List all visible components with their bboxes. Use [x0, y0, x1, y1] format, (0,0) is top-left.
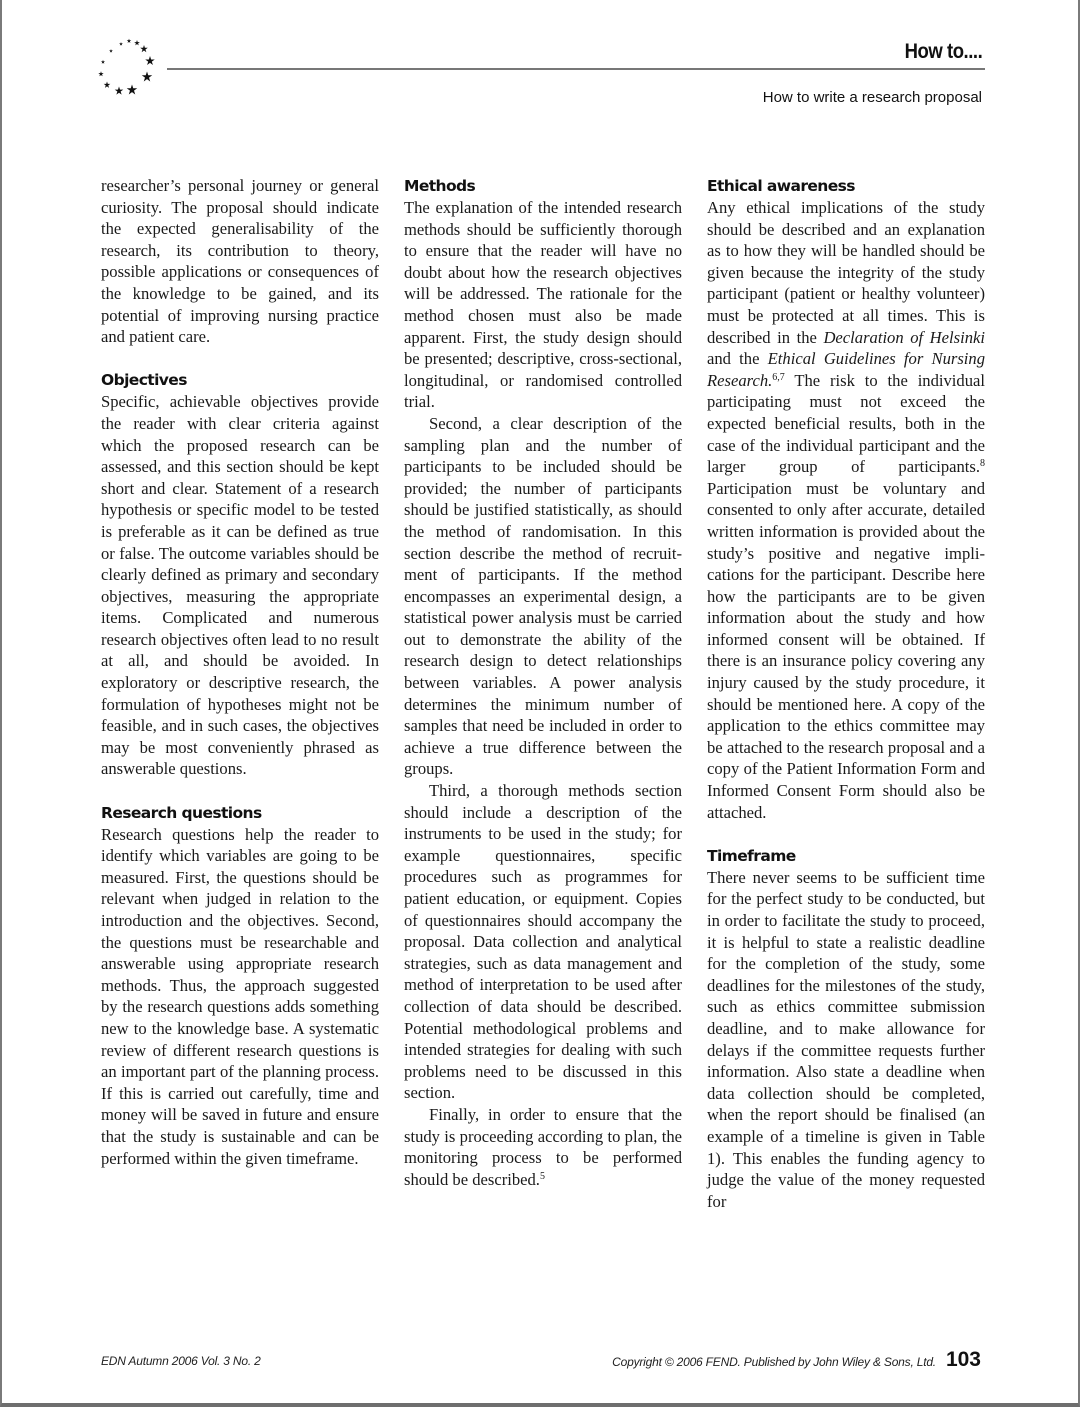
methods-paragraph-4 — [404, 1104, 682, 1190]
heading-methods: Methods — [404, 177, 476, 195]
heading-objectives: Objectives — [101, 371, 187, 390]
reference-5: 5 — [539, 1170, 545, 1182]
column-1 — [101, 175, 379, 1169]
ethics-text-3: The risk to the individual participating must not exceed the expected beneficial results, both in the case of the individual participant and the larger group of participants. — [707, 370, 985, 477]
star-circle-logo-icon — [94, 36, 164, 102]
methods-paragraph-2: Second, a clear description of the sampling plan and the number of participants to be included should be provided; the number of participants should be justified statistically, as should the method of randomisation. In this section describe the method of recruitment of participants. If the method encompasses an experimental design, a statistical power analysis must be carried out to demonstrate the ability of the research design to detect relationships between variables. A power analysis determines the minimum number of samples that need be included in order to achieve a true difference between the groups. — [404, 413, 682, 779]
column-3 — [707, 175, 985, 1212]
methods-paragraph-3: Third, a thorough methods section should include a description of the instruments to be used in the study; for example questionnaires, specific procedures such as programmes for patient education, or equipment. Copies of questionnaires should accompany the proposal. Data collection and analytical strategies, such as data management and method of interpretation to be used after collection of data should be described. Potential methodological problems and intended strategies for dealing with such problems need to be discussed in this section. — [404, 781, 682, 1103]
heading-research-questions: Research questions — [101, 803, 262, 822]
reference-6-7: 6,7 — [772, 371, 785, 383]
heading-timeframe: Timeframe — [707, 846, 796, 865]
column-2 — [404, 175, 682, 1190]
footer-right — [612, 1348, 981, 1372]
article-title: How to write a research proposal — [762, 89, 982, 106]
research-questions-body: Research questions help the reader to identify which variables are going to be measured. First, the questions should be relevant when judged in relation to the introduction and the objectives. Second, the questions must be researchable and answerable using appropriate research methods. Thus, the approach suggested by the research questions adds something new to the knowledge base. A systematic review of different research questions is an important part of the planning process. If this is carried out carefully, time and money will be saved in future and ensure that the study is sustainable and can be performed within the given timeframe. — [101, 824, 379, 1168]
header-divider — [167, 68, 985, 70]
methods-paragraph-1: The explanation of the intended research methods should be sufficiently thorough to ensure that the reader will have no doubt about how the research objectives will be addressed. The rationale for the method chosen must also be made apparent. First, the study design should be presented; descriptive, cross-sectional, longitudinal, or randomised controlled trial. — [404, 198, 682, 412]
objectives-body: Specific, achievable objectives provide the reader with clear criteria against which the proposed research can be assessed, and this section should be kept short and clear. Statement of a research hypothesis or specific model to be tested is preferable as it can be defined as true or false. The outcome variables should be clearly defined as primary and secondary objectives, measuring the appropriate items. Complicated and numerous research objectives often lead to no result at all, and should be avoided. In exploratory or descriptive research, the formulation of hypotheses might not be feasible, and in such cases, the objectives may be most conveniently phrased as answerable questions. — [101, 392, 379, 779]
timeframe-body: There never seems to be sufficient time for the perfect study to be conducted, but in order to facilitate the study to proceed, it is helpful to state a realistic deadline for the completion of the study, some deadlines for the milestones of the study, such as ethics committee submission deadline, and to make allowance for delays if the committee requests further information. Also state a deadline when data collection should be completed, when the report should be finalised (an example of a timeline is given in Table 1). This enables the funding agency to judge the value of the money requested for — [707, 867, 985, 1211]
ethics-text-1: Any ethical implications of the study should be described and an explanation as to how they will be handled should be given because the integrity of the study participant (patient or healthy volunteer) must be protected at all times. This is described in the — [707, 198, 985, 347]
series-title: How to.... — [904, 40, 982, 63]
declaration-of-helsinki: Declaration of Helsinki — [823, 327, 985, 347]
intro-continuation: researcher’s personal journey or general curiosity. The proposal should indicate the expected generalisability of the research, its contribution to theory, possible applications or consequences of the knowledge to be gained, and its potential of improving nursing practice and patient care. — [101, 176, 379, 347]
page-number: 103 — [945, 1348, 981, 1371]
copyright-notice: Copyright © 2006 FEND. Published by John Wiley & Sons, Ltd. — [612, 1355, 936, 1369]
journal-citation: EDN Autumn 2006 Vol. 3 No. 2 — [101, 1354, 261, 1368]
methods-paragraph-4-text: Finally, in order to ensure that the study is proceeding according to plan, the monitoring process to be performed should be described. — [404, 1104, 682, 1189]
ethical-awareness-body — [707, 197, 985, 823]
heading-ethical-awareness: Ethical awareness — [707, 177, 855, 195]
ethics-text-2: and the — [707, 349, 768, 369]
ethical-guidelines-title: Ethical Guidelines for Nursing Research. — [707, 349, 985, 390]
ethics-text-4: Participation must be voluntary and consented to only after accurate, detailed written information is provided about the study’s positive and negative implications for the participant. Describe here how the participants are to be given information about the study and how informed consent will be obtained. If there is an insurance policy covering any injury caused by the study procedure, it should be mentioned here. A copy of the application to the ethics committee may be attached to the research proposal and a copy of the Patient Information Form and Informed Consent Form should also be attached. — [707, 478, 985, 822]
reference-8: 8 — [980, 458, 985, 470]
